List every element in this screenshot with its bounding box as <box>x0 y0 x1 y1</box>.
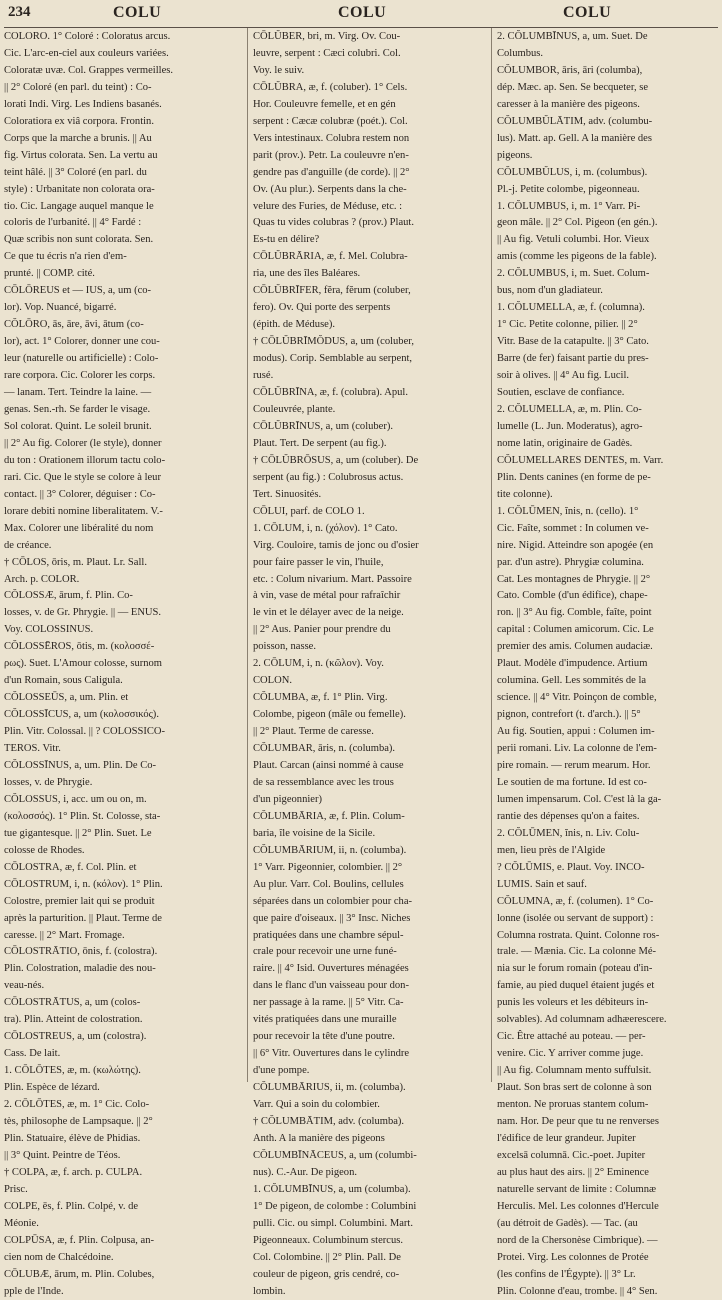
guide-word-right: COLU <box>563 4 612 21</box>
text-line: pour faire passer le vin, l'huile, <box>253 556 384 568</box>
text-line: 1. CŌLUM, i, n. (χόλον). 1° Cato. <box>253 522 398 534</box>
text-line: raire. || 4° Isid. Ouvertures ménagées <box>253 963 409 975</box>
text-line: style) : Urbanitate non colorata ora- <box>4 183 155 195</box>
text-line: CŌLOSTRĀTUS, a, um (colos- <box>4 997 141 1009</box>
text-line: serpent : Cæcæ colubræ (poét.). Col. <box>253 115 408 127</box>
text-line: Ov. (Au plur.). Serpents dans la che- <box>253 183 407 195</box>
text-line: 2. CŌLŌTES, æ, m. 1° Cic. Colo- <box>4 1099 150 1111</box>
text-line: que paire d'oiseaux. || 3° Insc. Niches <box>253 912 411 924</box>
text-line: baria, île voisine de la Sicile. <box>253 827 376 839</box>
text-line: Arch. p. COLOR. <box>4 573 80 585</box>
text-line: Soutien, esclave de confiance. <box>497 387 625 399</box>
text-line: lumen impensarum. Col. C'est là la ga- <box>497 793 662 805</box>
text-line: CŎLOSSĪNUS, a, um. Plin. De Co- <box>4 759 157 771</box>
text-line: COLPE, ēs, f. Plin. Colpé, v. de <box>4 1200 139 1212</box>
text-line: CŎLUMBŬLĀTIM, adv. (columbu- <box>497 115 653 127</box>
text-line: genas. Sen.-rh. Se farder le visage. <box>4 403 151 415</box>
text-line: Plin. Colonne d'eau, trombe. || 4° Sen. <box>497 1285 658 1297</box>
text-line: nia sur le forum romain (poteau d'in- <box>497 963 653 975</box>
text-line: Au plur. Varr. Col. Boulins, cellules <box>253 878 404 890</box>
text-line: Max. Colorer une libéralité du nom <box>4 522 154 534</box>
text-line: dép. Mæc. ap. Sen. Se becqueter, se <box>497 81 648 93</box>
text-line: d'un Romain, sous Caligula. <box>4 675 123 687</box>
text-line: Coloratiora ex viâ corpora. Frontin. <box>4 115 154 127</box>
text-line: losses, v. de Gr. Phrygie. || — ENUS. <box>4 607 162 619</box>
text-line: Plin. Colostration, maladie des nou- <box>4 963 156 975</box>
text-line: Barre (de fer) faisant partie du pres- <box>497 353 649 365</box>
text-line: pple de l'Inde. <box>4 1285 64 1297</box>
text-line: après la parturition. || Plaut. Terme de <box>4 912 162 924</box>
text-line: rusé. <box>253 370 274 382</box>
text-line: (au détroit de Gadès). — Tac. (au <box>497 1217 638 1229</box>
text-line: CŎLOSSÆ, ārum, f. Plin. Co- <box>4 590 133 602</box>
text-line: velure des Furies, de Méduse, etc. : <box>253 200 403 212</box>
text-line: teint hâlé. || 3° Coloré (en parl. du <box>4 166 147 178</box>
text-line: science. || 4° Vitr. Poinçon de comble, <box>497 692 657 704</box>
text-line: lorati Indi. Virg. Les Indiens basanés. <box>4 98 162 110</box>
text-line: Vitr. Base de la catapulte. || 3° Cato. <box>497 336 649 348</box>
text-line: pratiquées dans une chambre sépul- <box>253 929 404 941</box>
text-line: poisson, nasse. <box>253 641 316 653</box>
text-line: l'édifice de leur grandeur. Jupiter <box>497 1132 636 1144</box>
text-line: CŎLUMBĀRIA, æ, f. Plin. Colum- <box>253 810 405 822</box>
text-line: pignon, contrefort (t. d'arch.). || 5° <box>497 709 641 721</box>
text-line: pulli. Cic. ou simpl. Columbini. Mart. <box>253 1217 413 1229</box>
text-line: CŎLUMBĪNĀCEUS, a, um (columbi- <box>253 1149 417 1161</box>
dictionary-column-middle <box>253 29 487 1297</box>
text-line: geon mâle. || 2° Col. Pigeon (en gén.). <box>497 217 658 229</box>
text-line: || Au fig. Vetuli columbi. Hor. Vieux <box>497 234 650 246</box>
text-line: CŎLUMBA, æ, f. 1° Plin. Virg. <box>253 692 388 704</box>
text-line: par. d'un astre). Phrygiæ columina. <box>497 556 644 568</box>
text-line: lus). Matt. ap. Gell. A la manière des <box>497 132 652 144</box>
text-line: losses, v. de Phrygie. <box>4 776 93 788</box>
text-line: dans le flanc d'un vaisseau pour don- <box>253 980 409 992</box>
text-line: Protei. Virg. Les colonnes de Protée <box>497 1251 649 1263</box>
text-line: tra). Plin. Atteint de colostration. <box>4 1014 143 1026</box>
text-line: lorare debiti nomine liberalitatem. V.- <box>4 505 163 517</box>
text-line: CŎLUMBOR, āris, āri (columba), <box>497 64 643 76</box>
text-line: fero). Ov. Qui porte des serpents <box>253 302 391 314</box>
text-line: tite colonne). <box>497 488 553 500</box>
text-line: CŌLŬBRĪNUS, a, um (coluber). <box>253 420 394 432</box>
text-line: Columbus. <box>497 47 544 59</box>
text-line: modus). Corip. Semblable au serpent, <box>253 353 413 365</box>
text-line: nire. Nigid. Atteindre son apogée (en <box>497 539 654 551</box>
text-line: Pigeonneaux. Columbinum stercus. <box>253 1234 403 1246</box>
dictionary-column-right <box>497 29 715 1297</box>
text-line: Cic. L'arc-en-ciel aux couleurs variées. <box>4 47 169 59</box>
text-line: Coloratæ uvæ. Col. Grappes vermeilles. <box>4 64 174 76</box>
text-line: Quas tu vides colubras ? (prov.) Plaut. <box>253 217 414 229</box>
text-line: rare corpora. Cic. Colorer les corps. <box>4 370 156 382</box>
text-line: CŌLŬBRĪFER, fĕra, fĕrum (coluber, <box>253 285 411 297</box>
text-line: tio. Cic. Langage auquel manque le <box>4 200 154 212</box>
text-line: Sol colorat. Quint. Le soleil brunit. <box>4 420 152 432</box>
text-line: Quæ scribis non sunt colorata. Sen. <box>4 234 154 246</box>
text-line: men, lieu près de l'Algide <box>497 844 606 856</box>
text-line: 1° Varr. Pigeonnier, colombier. || 2° <box>253 861 403 873</box>
text-line: CŌLOSTRA, æ, f. Col. Plin. et <box>4 861 137 873</box>
text-line: || 2° Aus. Panier pour prendre du <box>253 624 391 636</box>
text-line: crale pour recevoir une urne funé- <box>253 946 397 958</box>
text-line: Vers intestinaux. Colubra restem non <box>253 132 410 144</box>
page-header <box>0 2 722 28</box>
text-line: CŌLOSTRĀTIO, ōnis, f. (colostra). <box>4 946 158 958</box>
text-line: veau-nés. <box>4 980 45 992</box>
text-line: Couleuvrée, plante. <box>253 403 336 415</box>
text-line: (κολοσσός). 1° Plin. St. Colosse, sta- <box>4 810 161 822</box>
text-line: famie, au pied duquel étaient jugés et <box>497 980 655 992</box>
text-line: 2. CŎLUMBUS, i, m. Suet. Colum- <box>497 268 650 280</box>
text-line: TEROS. Vitr. <box>4 743 61 755</box>
text-line: lumelle (L. Jun. Moderatus), agro- <box>497 420 643 432</box>
text-line: etc. : Colum nivarium. Mart. Passoire <box>253 573 412 585</box>
text-line: Cass. De lait. <box>4 1048 61 1060</box>
text-line: d'un pigeonnier) <box>253 793 322 805</box>
text-line: 1. CŌLŌTES, æ, m. (κωλώτης). <box>4 1065 141 1077</box>
text-line: Es-tu en délire? <box>253 234 320 246</box>
text-line: ria, une des îles Baléares. <box>253 268 361 280</box>
text-line: 2. CŌLUM, i, n. (κῶλον). Voy. <box>253 658 384 670</box>
text-line: † CŌLŬBRĪMŎDUS, a, um (coluber, <box>253 336 414 348</box>
text-line: Colostre, premier lait qui se produit <box>4 895 155 907</box>
guide-word-left: COLU <box>113 4 162 21</box>
text-line: CŎLUMBĀRIUM, ii, n. (columba). <box>253 844 407 856</box>
text-line: CŎLOSSĪCUS, a, um (κολοσσικός). <box>4 709 159 721</box>
dictionary-column-left <box>4 29 242 1297</box>
text-line: Plaut. Son bras sert de colonne à son <box>497 1082 652 1094</box>
text-line: Plaut. Tert. De serpent (au fig.). <box>253 437 387 449</box>
text-line: contact. || 3° Colorer, déguiser : Co- <box>4 488 156 500</box>
text-line: Pl.-j. Petite colombe, pigeonneau. <box>497 183 640 195</box>
text-line: columina. Gell. Les sommités de la <box>497 675 647 687</box>
text-line: Herculis. Mel. Les colonnes d'Hercule <box>497 1200 659 1212</box>
text-line: Anth. A la manière des pigeons <box>253 1132 385 1144</box>
text-line: CŌLŬBRĪNA, æ, f. (colubra). Apul. <box>253 387 408 399</box>
text-line: 1° Cic. Petite colonne, pilier. || 2° <box>497 319 638 331</box>
text-line: vités pratiquées dans une muraille <box>253 1014 397 1026</box>
text-line: de créance. <box>4 539 52 551</box>
text-line: CŎLOSSĒROS, ōtis, m. (κολοσσέ- <box>4 641 155 653</box>
text-line: 2. CŎLŪMEN, ĭnis, n. Liv. Colu- <box>497 827 640 839</box>
text-line: nome latin, originaire de Gadès. <box>497 437 633 449</box>
text-line: Voy. le suiv. <box>253 64 305 76</box>
text-line: Hor. Couleuvre femelle, et en gén <box>253 98 396 110</box>
text-line: CŌLUBÆ, ārum, m. Plin. Colubes, <box>4 1268 155 1280</box>
header-rule <box>4 27 718 28</box>
text-line: bus, nom d'un gladiateur. <box>497 285 603 297</box>
text-line: (les confins de l'Égypte). || 3° Lr. <box>497 1268 636 1280</box>
text-line: leur (naturelle ou artificielle) : Colo- <box>4 353 159 365</box>
text-line: punis les voleurs et les débiteurs in- <box>497 997 649 1009</box>
text-line: pire romain. — rerum mearum. Hor. <box>497 759 651 771</box>
text-line: nam. Hor. De peur que tu ne renverses <box>497 1116 659 1127</box>
text-line: ? CŎLŪMIS, e. Plaut. Voy. INCO- <box>497 861 645 873</box>
text-line: premier des amis. Columen audaciæ. <box>497 641 653 653</box>
text-line: excelsā columnā. Cic.-poet. Jupiter <box>497 1149 646 1161</box>
text-line: LUMIS. Sain et sauf. <box>497 878 587 890</box>
text-line: soir à olives. || 4° Au fig. Lucil. <box>497 370 630 382</box>
column-divider <box>247 28 248 1082</box>
page-number: 234 <box>8 4 31 20</box>
text-line: trale. — Mænia. Cic. La colonne Mé- <box>497 946 657 958</box>
text-line: cien nom de Chalcédoine. <box>4 1251 114 1263</box>
text-line: caresse. || 2° Mart. Fromage. <box>4 929 125 941</box>
text-line: prunté. || COMP. cité. <box>4 268 95 280</box>
text-line: Au fig. Soutien, appui : Columen im- <box>497 726 655 738</box>
text-line: pigeons. <box>497 149 533 161</box>
text-line: 1. CŎLŪMEN, ĭnis, n. (cello). 1° <box>497 505 639 517</box>
text-line: à vin, vase de métal pour rafraîchir <box>253 590 401 602</box>
text-line: gendre pas d'anguille (de corde). || 2° <box>253 166 410 178</box>
column-divider <box>491 28 492 1082</box>
text-line: 1° De pigeon, de colombe : Columbini <box>253 1200 417 1212</box>
text-line: CŎLUMBĀRIUS, ii, m. (columba). <box>253 1082 406 1094</box>
text-line: le vin et le délayer avec de la neige. <box>253 607 404 619</box>
text-line: CŌLŬBRĀRIA, æ, f. Mel. Colubra- <box>253 251 408 263</box>
text-line: du ton : Orationem illorum tactu colo- <box>4 454 166 466</box>
text-line: tès, philosophe de Lampsaque. || 2° <box>4 1116 153 1127</box>
text-line: ρως). Suet. L'Amour colosse, surnom <box>4 658 163 670</box>
text-line: rantie des dépenses qu'on a faites. <box>497 810 640 822</box>
text-line: Columna rostrata. Quint. Colonne ros- <box>497 929 660 941</box>
text-line: perii romani. Liv. La colonne de l'em- <box>497 743 657 755</box>
text-line: Corps que la marche a brunis. || Au <box>4 132 152 144</box>
text-line: 2. CŎLUMBĪNUS, a, um. Suet. De <box>497 31 648 42</box>
text-line: nord de la Chersonèse Cimbrique). — <box>497 1234 658 1246</box>
text-line: Colombe, pigeon (mâle ou femelle). <box>253 709 406 721</box>
text-line: CŌLŬBRA, æ, f. (coluber). 1° Cels. <box>253 81 408 93</box>
text-line: CŌLŬBER, bri, m. Virg. Ov. Cou- <box>253 31 401 42</box>
text-line: colosse de Rhodes. <box>4 844 85 856</box>
text-line: amis (comme les pigeons de la fable). <box>497 251 657 263</box>
text-line: coloris de l'urbanité. || 4° Fardé : <box>4 217 142 229</box>
text-line: Plaut. Carcan (ainsi nommé à cause <box>253 759 404 771</box>
text-line: CŌLŌREUS et — IUS, a, um (co- <box>4 285 152 297</box>
text-line: lor), act. 1° Colorer, donner une cou- <box>4 336 160 348</box>
text-line: menton. Ne proruas stantem colum- <box>497 1099 649 1111</box>
text-line: (épith. de Méduse). <box>253 319 336 331</box>
text-line: lombin. <box>253 1285 286 1297</box>
text-line: COLPŪSA, æ, f. Plin. Colpusa, an- <box>4 1234 155 1246</box>
text-line: Méonie. <box>4 1217 39 1229</box>
text-line: Varr. Qui a soin du colombier. <box>253 1099 380 1111</box>
text-line: || 2° Plaut. Terme de caresse. <box>253 726 374 738</box>
text-line: COLORO. 1° Coloré : Coloratus arcus. <box>4 31 171 42</box>
text-line: pour recevoir la tête d'une poutre. <box>253 1031 395 1043</box>
text-line: || 2° Au fig. Colorer (le style), donner <box>4 437 162 449</box>
guide-word-middle: COLU <box>338 4 387 21</box>
text-line: CŎLŌRO, ās, āre, āvi, ātum (co- <box>4 319 144 331</box>
text-line: CŎLUMBAR, āris, n. (columba). <box>253 743 396 755</box>
text-line: leuvre, serpent : Cæci colubri. Col. <box>253 47 401 59</box>
text-line: || Au fig. Columnam mento suffulsit. <box>497 1065 652 1077</box>
text-line: séparées dans un colombier pour cha- <box>253 895 413 907</box>
text-line: † COLPA, æ, f. arch. p. CULPA. <box>4 1166 143 1178</box>
text-line: CŌLUI, parf. de COLO 1. <box>253 505 365 517</box>
text-line: Plaut. Modèle d'impudence. Artium <box>497 658 648 670</box>
text-line: CŌLOSTRUM, i, n. (κόλον). 1° Plin. <box>4 878 163 890</box>
text-line: de sa ressemblance avec les trous <box>253 776 394 788</box>
text-line: † CŎLUMBĀTIM, adv. (columba). <box>253 1116 405 1127</box>
text-line: fig. Virtus colorata. Sen. La vertu au <box>4 149 158 161</box>
text-line: CŎLOSSEŪS, a, um. Plin. et <box>4 692 129 704</box>
text-line: Cic. Faîte, sommet : In columen ve- <box>497 522 649 534</box>
text-line: couleur de pigeon, gris cendré, co- <box>253 1268 400 1280</box>
text-line: 1. CŎLUMELLA, æ, f. (columna). <box>497 302 645 314</box>
text-line: caresser à la manière des pigeons. <box>497 98 640 110</box>
text-line: venire. Cic. Y arriver comme juge. <box>497 1048 644 1060</box>
text-line: † CŌLOS, ōris, m. Plaut. Lr. Sall. <box>4 556 147 568</box>
text-line: COLON. <box>253 675 292 687</box>
text-line: serpent (au fig.) : Colubrosus actus. <box>253 471 404 483</box>
text-line: capital : Columen amicorum. Cic. Le <box>497 624 654 636</box>
text-line: || 2° Coloré (en parl. du teint) : Co- <box>4 81 152 93</box>
text-line: Plin. Dents canines (en forme de pe- <box>497 471 651 483</box>
text-line: Voy. COLOSSINUS. <box>4 624 94 636</box>
text-line: CŎLUMELLARES DENTES, m. Varr. <box>497 454 664 466</box>
text-line: rari. Cic. Que le style se colore à leur <box>4 471 161 483</box>
text-line: Cic. Être attaché au poteau. — per- <box>497 1031 646 1043</box>
text-line: lonne (isolée ou servant de support) : <box>497 912 654 924</box>
text-line: Prisc. <box>4 1183 28 1195</box>
text-line: Virg. Couloire, tamis de jonc ou d'osier <box>253 539 419 551</box>
text-line: Plin. Statuaire, élève de Phidias. <box>4 1132 141 1144</box>
text-line: Plin. Espèce de lézard. <box>4 1082 100 1094</box>
text-line: 1. CŎLUMBĪNUS, a, um (columba). <box>253 1183 411 1195</box>
text-line: d'une pompe. <box>253 1065 310 1077</box>
text-line: Ce que tu écris n'a rien d'em- <box>4 251 127 263</box>
text-line: ner passage à la rame. || 5° Vitr. Ca- <box>253 997 404 1009</box>
text-line: CŎLUMBŬLUS, i, m. (columbus). <box>497 166 648 178</box>
text-line: solvables). Ad columnam adhæerescere. <box>497 1014 667 1026</box>
text-line: ron. || 3° Au fig. Comble, faîte, point <box>497 607 652 619</box>
text-line: nus). C.-Aur. De pigeon. <box>253 1166 357 1178</box>
text-line: CŎLOSSUS, i, acc. um ou on, m. <box>4 793 147 805</box>
text-line: CŌLOSTREUS, a, um (colostra). <box>4 1031 147 1043</box>
text-line: Col. Colombine. || 2° Plin. Pall. De <box>253 1251 401 1263</box>
text-line: lor). Vop. Nuancé, bigarré. <box>4 302 117 314</box>
text-line: — lanam. Tert. Teindre la laine. — <box>4 387 152 399</box>
text-line: naturelle servant de limite : Columnæ <box>497 1183 657 1195</box>
text-line: || 6° Vitr. Ouvertures dans le cylindre <box>253 1048 410 1060</box>
text-line: || 3° Quint. Peintre de Téos. <box>4 1149 121 1161</box>
text-line: † CŌLŬBRŌSUS, a, um (coluber). De <box>253 454 419 466</box>
text-line: Plin. Vitr. Colossal. || ? COLOSSICO- <box>4 726 166 738</box>
text-line: Le soutien de ma fortune. Id est co- <box>497 776 647 788</box>
text-line: Cat. Les montagnes de Phrygie. || 2° <box>497 573 651 585</box>
text-line: au plus haut des airs. || 2° Eminence <box>497 1166 649 1178</box>
text-line: CŎLUMNA, æ, f. (columen). 1° Co- <box>497 895 654 907</box>
text-line: 2. CŎLUMELLA, æ, m. Plin. Co- <box>497 403 642 415</box>
text-line: Cato. Comble (d'un édifice), chape- <box>497 590 648 602</box>
text-line: tue gigantesque. || 2° Plin. Suet. Le <box>4 827 152 839</box>
text-line: parit (prov.). Petr. La couleuvre n'en- <box>253 149 409 161</box>
text-line: 1. CŎLUMBUS, i, m. 1° Varr. Pi- <box>497 200 641 212</box>
text-line: Tert. Sinuosités. <box>253 488 322 500</box>
